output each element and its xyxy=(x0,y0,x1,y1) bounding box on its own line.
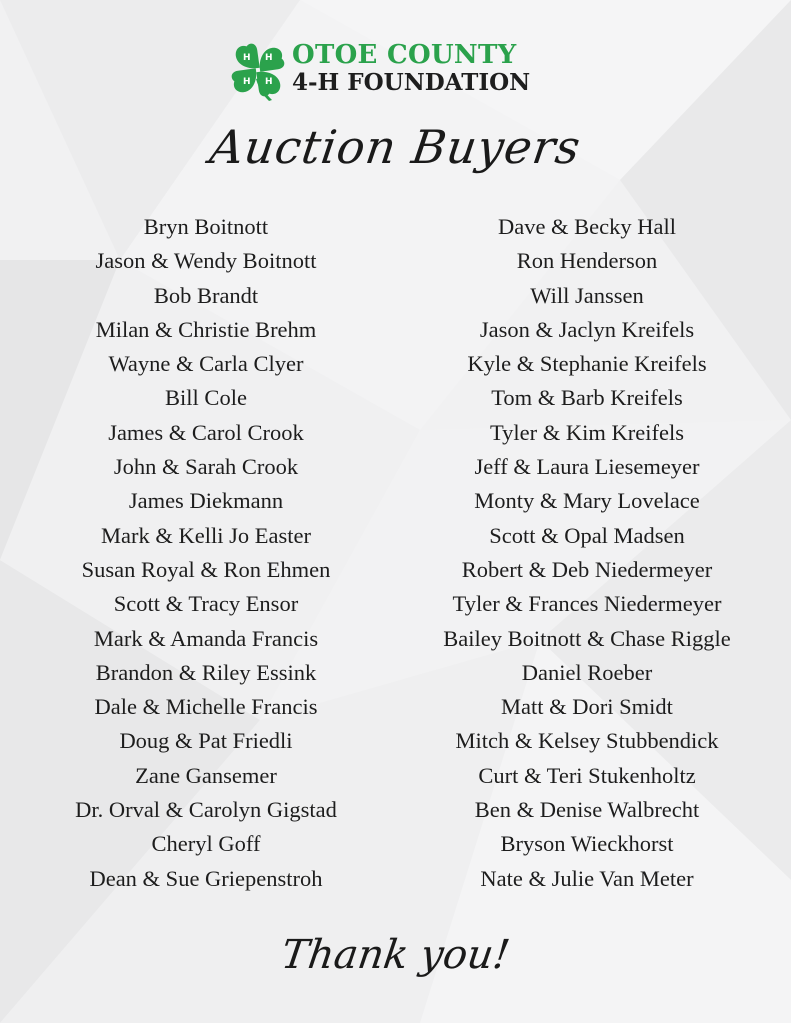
buyer-name: Matt & Dori Smidt xyxy=(501,694,673,720)
buyer-name: Bailey Boitnott & Chase Riggle xyxy=(443,625,731,651)
buyer-name: James & Carol Crook xyxy=(108,419,304,445)
buyer-name: Tyler & Kim Kreifels xyxy=(490,419,684,445)
buyer-name: Mitch & Kelsey Stubbendick xyxy=(455,728,719,754)
buyer-name: Doug & Pat Friedli xyxy=(119,728,293,754)
buyer-name: Wayne & Carla Clyer xyxy=(108,351,304,377)
foundation-logo xyxy=(226,38,536,102)
buyer-name: Bryson Wieckhorst xyxy=(500,831,674,857)
buyer-name: Curt & Teri Stukenholtz xyxy=(478,762,696,788)
page-heading: Auction Buyers xyxy=(206,120,585,174)
buyer-name: Jason & Jaclyn Kreifels xyxy=(479,316,695,342)
svg-text:H: H xyxy=(265,77,273,87)
buyer-name: Ben & Denise Walbrecht xyxy=(474,797,700,823)
logo-title-line1: OTOE COUNTY xyxy=(292,40,517,70)
buyer-name: Mark & Kelli Jo Easter xyxy=(101,522,311,548)
buyer-name: Robert & Deb Niedermeyer xyxy=(461,556,713,582)
buyer-name: James Diekmann xyxy=(128,488,284,514)
closing-thank-you: Thank you! xyxy=(278,932,513,978)
buyer-name: Ron Henderson xyxy=(516,248,658,274)
buyer-name: Tyler & Frances Niedermeyer xyxy=(452,591,722,617)
svg-text:H: H xyxy=(243,77,251,87)
four-leaf-clover-4h-icon xyxy=(226,38,290,102)
buyer-name: Nate & Julie Van Meter xyxy=(480,865,694,891)
buyer-name: Brandon & Riley Essink xyxy=(95,659,317,685)
buyer-name: Dr. Orval & Carolyn Gigstad xyxy=(75,797,337,823)
logo-title-line2: 4-H FOUNDATION xyxy=(292,69,531,96)
buyer-name: John & Sarah Crook xyxy=(113,454,299,480)
buyer-name: Daniel Roeber xyxy=(521,659,653,685)
buyer-name: Bryn Boitnott xyxy=(143,214,269,239)
buyer-name: Scott & Tracy Ensor xyxy=(113,591,299,617)
buyer-name: Cheryl Goff xyxy=(151,831,261,857)
buyer-name: Will Janssen xyxy=(530,282,644,308)
buyer-name: Bill Cole xyxy=(165,385,247,411)
buyers-list-right xyxy=(402,210,772,896)
buyer-name: Zane Gansemer xyxy=(135,762,277,788)
buyer-name: Kyle & Stephanie Kreifels xyxy=(467,351,707,377)
svg-text:H: H xyxy=(265,53,273,63)
buyer-name: Monty & Mary Lovelace xyxy=(474,488,700,514)
buyer-name: Jason & Wendy Boitnott xyxy=(95,248,317,274)
buyers-list-left xyxy=(21,210,391,896)
svg-text:H: H xyxy=(243,53,251,63)
buyer-name: Tom & Barb Kreifels xyxy=(491,385,683,411)
buyer-name: Mark & Amanda Francis xyxy=(93,625,319,651)
buyer-name: Dave & Becky Hall xyxy=(497,214,677,239)
buyer-name: Jeff & Laura Liesemeyer xyxy=(474,454,700,480)
buyer-name: Dean & Sue Griepenstroh xyxy=(89,865,323,891)
buyer-name: Dale & Michelle Francis xyxy=(94,694,318,720)
buyer-name: Milan & Christie Brehm xyxy=(95,316,317,342)
buyer-name: Susan Royal & Ron Ehmen xyxy=(81,556,331,582)
buyer-name: Scott & Opal Madsen xyxy=(489,522,685,548)
buyer-name: Bob Brandt xyxy=(153,282,259,308)
